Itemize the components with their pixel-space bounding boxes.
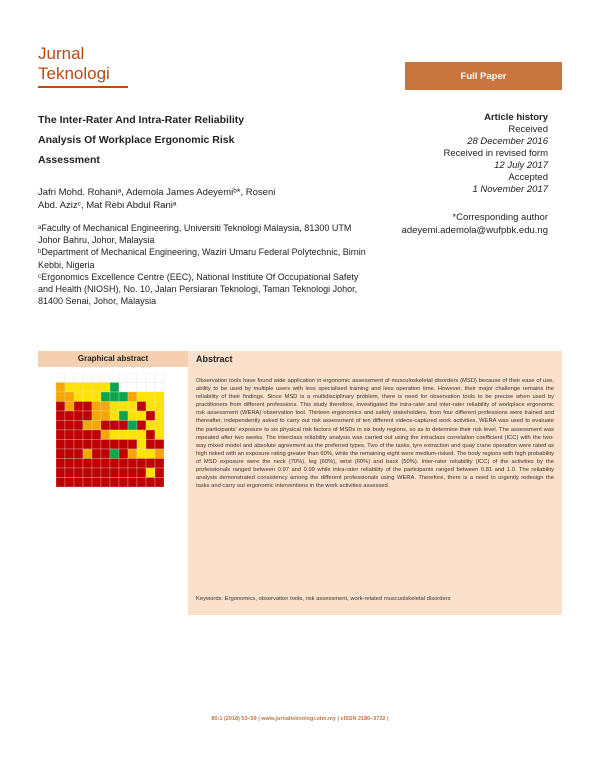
grid-cell bbox=[128, 411, 137, 421]
grid-cell bbox=[92, 383, 101, 393]
grid-cell bbox=[110, 402, 119, 412]
graphical-abstract-grid bbox=[56, 373, 168, 493]
grid-cell bbox=[119, 383, 128, 393]
grid-cell bbox=[119, 402, 128, 412]
grid-cell bbox=[83, 411, 92, 421]
grid-cell bbox=[74, 383, 83, 393]
grid-cell bbox=[128, 383, 137, 393]
grid-cell bbox=[146, 392, 155, 402]
grid-cell bbox=[137, 421, 146, 431]
grid-cell bbox=[56, 383, 65, 393]
grid-cell bbox=[110, 440, 119, 450]
grid-cell bbox=[83, 402, 92, 412]
grid-cell bbox=[137, 440, 146, 450]
article-history bbox=[443, 112, 548, 196]
grid-cell bbox=[65, 459, 74, 469]
keywords: Keywords: Ergonomics, observation tools, risk assessment, work-related muscuolskeletal disorders bbox=[196, 596, 451, 602]
grid-cell bbox=[110, 392, 119, 402]
graphical-abstract bbox=[38, 351, 188, 615]
grid-cell bbox=[65, 421, 74, 431]
grid-cell bbox=[92, 373, 101, 383]
corresponding-label: *Corresponding author bbox=[452, 212, 548, 223]
corresponding-author bbox=[402, 212, 548, 237]
grid-cell bbox=[92, 392, 101, 402]
grid-cell bbox=[128, 449, 137, 459]
grid-cell bbox=[137, 411, 146, 421]
grid-cell bbox=[101, 421, 110, 431]
grid-cell bbox=[101, 373, 110, 383]
grid-cell bbox=[146, 411, 155, 421]
grid-cell bbox=[74, 373, 83, 383]
grid-cell bbox=[65, 440, 74, 450]
history-accepted: Accepted bbox=[508, 172, 548, 183]
grid-cell bbox=[128, 421, 137, 431]
grid-cell bbox=[110, 459, 119, 469]
grid-cell bbox=[92, 411, 101, 421]
journal-name-line1: Jurnal bbox=[38, 44, 85, 63]
grid-cell bbox=[65, 383, 74, 393]
grid-cell bbox=[56, 430, 65, 440]
grid-cell bbox=[146, 430, 155, 440]
abstract-section bbox=[188, 351, 562, 615]
grid-cell bbox=[146, 421, 155, 431]
grid-cell bbox=[101, 459, 110, 469]
grid-cell bbox=[65, 449, 74, 459]
grid-cell bbox=[110, 411, 119, 421]
grid-cell bbox=[83, 430, 92, 440]
grid-cell bbox=[137, 468, 146, 478]
grid-cell bbox=[83, 478, 92, 488]
grid-cell bbox=[65, 402, 74, 412]
grid-cell bbox=[74, 421, 83, 431]
grid-cell bbox=[119, 373, 128, 383]
grid-cell bbox=[119, 459, 128, 469]
title-line1: The Inter-Rater And Intra-Rater Reliability bbox=[38, 114, 245, 126]
grid-cell bbox=[110, 449, 119, 459]
author-list bbox=[38, 186, 398, 212]
grid-cell bbox=[83, 468, 92, 478]
grid-cell bbox=[110, 430, 119, 440]
abstract-text: Observation tools have found wide application in ergonomic assessment of musculoskeletal disorders (MSD) because of their ease of use, ability to be used by multiple users with less specialised training and less operation time. However, their major challenge remains the reliability of their findings. Since MSD is a multidisciplinary problem, there is need for observation tools to be precise when used by practitioners from different professions. This study therefore, investigated the intra-rater and inter-rater reliability of workplace ergonomic risk assessment (WERA) observation tool. Thirteen ergonomics and safety stakeholders, from four different professions were trained and thereafter, independently asked to carry out risk assessment of ten different videos-captured work activities. WERA was used to evaluate the participants' exposure to six physical risk factors of MSDs in six body regions, so as to determine their risk level. The assessment was repeated after two weeks. The interclass reliability analysis was carried out using the intraclass correlation coefficient (ICC) with the two-way mixed model and absolute agreement as the preferred types. Two of the tasks, tyre extraction and quay crane operation were rated as high risked with an exposure rating greater than 60%, while the remaining eight were medium-risked. The body regions with high probability of MSD exposure were the neck (70%), leg (60%), wrist (60%) and back (50%). Inter-rater reliability (ICC) of the activities by the professionals ranged between 0.97 and 0.99 while intra-rater reliability of the participants ranged between 0.81 and 1.0. The reliability analysis demonstrated consistency among the different professionals using WERA. Therefore, there is a need to urgently redesign the tasks and carry out ergonomic interventions in the work activities assessed. bbox=[196, 378, 554, 490]
grid-cell bbox=[146, 402, 155, 412]
grid-cell bbox=[128, 392, 137, 402]
grid-cell bbox=[92, 421, 101, 431]
grid-cell bbox=[110, 468, 119, 478]
grid-cell bbox=[74, 430, 83, 440]
grid-cell bbox=[110, 478, 119, 488]
grid-cell bbox=[92, 402, 101, 412]
grid-cell bbox=[101, 411, 110, 421]
grid-cell bbox=[56, 478, 65, 488]
grid-cell bbox=[128, 440, 137, 450]
grid-cell bbox=[74, 478, 83, 488]
grid-cell bbox=[83, 421, 92, 431]
grid-cell bbox=[155, 373, 164, 383]
grid-cell bbox=[155, 459, 164, 469]
graphical-abstract-heading: Graphical abstract bbox=[38, 351, 188, 367]
journal-name-line2: Teknologi bbox=[38, 64, 110, 83]
grid-cell bbox=[146, 449, 155, 459]
grid-cell bbox=[128, 430, 137, 440]
grid-cell bbox=[128, 478, 137, 488]
grid-cell bbox=[56, 449, 65, 459]
grid-cell bbox=[137, 383, 146, 393]
corresponding-email[interactable]: adeyemi.ademola@wufpbk.edu.ng bbox=[401, 224, 548, 236]
grid-cell bbox=[119, 421, 128, 431]
affiliation-c: ᶜErgonomics Excellence Centre (EEC), National Institute Of Occupational Safety and Health (NIOSH), No. 10, Jalan Persiaran Teknologi, Taman Teknologi Johor, 81400 Senai, Johor, Malaysia bbox=[38, 271, 359, 307]
grid-cell bbox=[119, 430, 128, 440]
grid-cell bbox=[56, 421, 65, 431]
grid-cell bbox=[146, 373, 155, 383]
grid-cell bbox=[65, 392, 74, 402]
journal-rule bbox=[38, 86, 128, 88]
affiliations bbox=[38, 222, 368, 307]
grid-cell bbox=[146, 468, 155, 478]
page-footer: 80:1 (2018) 53–59 | www.jurnalteknologi.utm.my | eISSN 2180–3722 | bbox=[211, 716, 389, 722]
grid-cell bbox=[92, 449, 101, 459]
history-received-date: 28 December 2016 bbox=[467, 136, 548, 147]
grid-cell bbox=[146, 459, 155, 469]
grid-cell bbox=[119, 449, 128, 459]
grid-cell bbox=[101, 478, 110, 488]
grid-cell bbox=[110, 421, 119, 431]
history-revised-date: 12 July 2017 bbox=[494, 160, 548, 171]
grid-cell bbox=[155, 411, 164, 421]
grid-cell bbox=[137, 478, 146, 488]
grid-cell bbox=[92, 430, 101, 440]
paper-title bbox=[38, 110, 368, 170]
grid-cell bbox=[119, 440, 128, 450]
grid-cell bbox=[56, 411, 65, 421]
grid-cell bbox=[56, 402, 65, 412]
grid-cell bbox=[65, 478, 74, 488]
grid-cell bbox=[101, 402, 110, 412]
grid-cell bbox=[155, 440, 164, 450]
journal-name bbox=[38, 44, 110, 84]
grid-cell bbox=[146, 478, 155, 488]
affiliation-a: ᵃFaculty of Mechanical Engineering, Universiti Teknologi Malaysia, 81300 UTM Johor Bahru, Johor, Malaysia bbox=[38, 223, 352, 246]
grid-cell bbox=[83, 383, 92, 393]
grid-cell bbox=[137, 449, 146, 459]
history-label: Article history bbox=[484, 112, 548, 123]
title-line2: Analysis Of Workplace Ergonomic Risk bbox=[38, 134, 235, 146]
grid-cell bbox=[65, 411, 74, 421]
grid-cell bbox=[74, 459, 83, 469]
grid-cell bbox=[137, 373, 146, 383]
grid-cell bbox=[74, 440, 83, 450]
grid-cell bbox=[128, 459, 137, 469]
affiliation-b: ᵇDepartment of Mechanical Engineering, Waziri Umaru Federal Polytechnic, Birnin Kebbi, Nigeria bbox=[38, 247, 366, 270]
grid-cell bbox=[155, 421, 164, 431]
authors-line1: Jafri Mohd. Rohaniᵃ, Ademola James Adeyemiᵇ*, Roseni bbox=[38, 187, 276, 198]
abstract-heading: Abstract bbox=[196, 354, 233, 364]
grid-cell bbox=[155, 449, 164, 459]
grid-cell bbox=[155, 468, 164, 478]
grid-cell bbox=[83, 373, 92, 383]
grid-cell bbox=[155, 402, 164, 412]
grid-cell bbox=[146, 440, 155, 450]
grid-cell bbox=[65, 430, 74, 440]
grid-cell bbox=[119, 468, 128, 478]
grid-cell bbox=[146, 383, 155, 393]
grid-cell bbox=[101, 392, 110, 402]
grid-cell bbox=[65, 468, 74, 478]
history-accepted-date: 1 November 2017 bbox=[472, 184, 548, 195]
grid-cell bbox=[74, 411, 83, 421]
grid-cell bbox=[119, 411, 128, 421]
grid-cell bbox=[137, 392, 146, 402]
grid-cell bbox=[110, 373, 119, 383]
grid-cell bbox=[155, 392, 164, 402]
grid-cell bbox=[56, 468, 65, 478]
grid-cell bbox=[74, 392, 83, 402]
grid-cell bbox=[92, 459, 101, 469]
history-received: Received bbox=[508, 124, 548, 135]
grid-cell bbox=[119, 392, 128, 402]
grid-cell bbox=[137, 430, 146, 440]
paper-type-banner: Full Paper bbox=[405, 62, 562, 90]
grid-cell bbox=[56, 440, 65, 450]
grid-cell bbox=[74, 449, 83, 459]
title-line3: Assessment bbox=[38, 154, 100, 166]
grid-cell bbox=[65, 373, 74, 383]
grid-cell bbox=[128, 373, 137, 383]
grid-cell bbox=[110, 383, 119, 393]
grid-cell bbox=[74, 468, 83, 478]
grid-cell bbox=[137, 459, 146, 469]
grid-cell bbox=[56, 459, 65, 469]
grid-cell bbox=[83, 449, 92, 459]
grid-cell bbox=[101, 430, 110, 440]
grid-cell bbox=[155, 383, 164, 393]
authors-line2: Abd. Azizᶜ, Mat Rebi Abdul Raniᵃ bbox=[38, 200, 177, 211]
grid-cell bbox=[101, 468, 110, 478]
grid-cell bbox=[92, 440, 101, 450]
grid-cell bbox=[83, 440, 92, 450]
grid-cell bbox=[56, 373, 65, 383]
grid-cell bbox=[128, 402, 137, 412]
grid-cell bbox=[83, 392, 92, 402]
grid-cell bbox=[56, 392, 65, 402]
grid-cell bbox=[101, 440, 110, 450]
grid-cell bbox=[74, 402, 83, 412]
grid-cell bbox=[83, 459, 92, 469]
grid-cell bbox=[119, 478, 128, 488]
grid-cell bbox=[155, 478, 164, 488]
grid-cell bbox=[137, 402, 146, 412]
history-revised: Received in revised form bbox=[443, 148, 548, 159]
grid-cell bbox=[92, 468, 101, 478]
grid-cell bbox=[101, 449, 110, 459]
grid-cell bbox=[101, 383, 110, 393]
grid-cell bbox=[92, 478, 101, 488]
grid-cell bbox=[128, 468, 137, 478]
grid-cell bbox=[155, 430, 164, 440]
